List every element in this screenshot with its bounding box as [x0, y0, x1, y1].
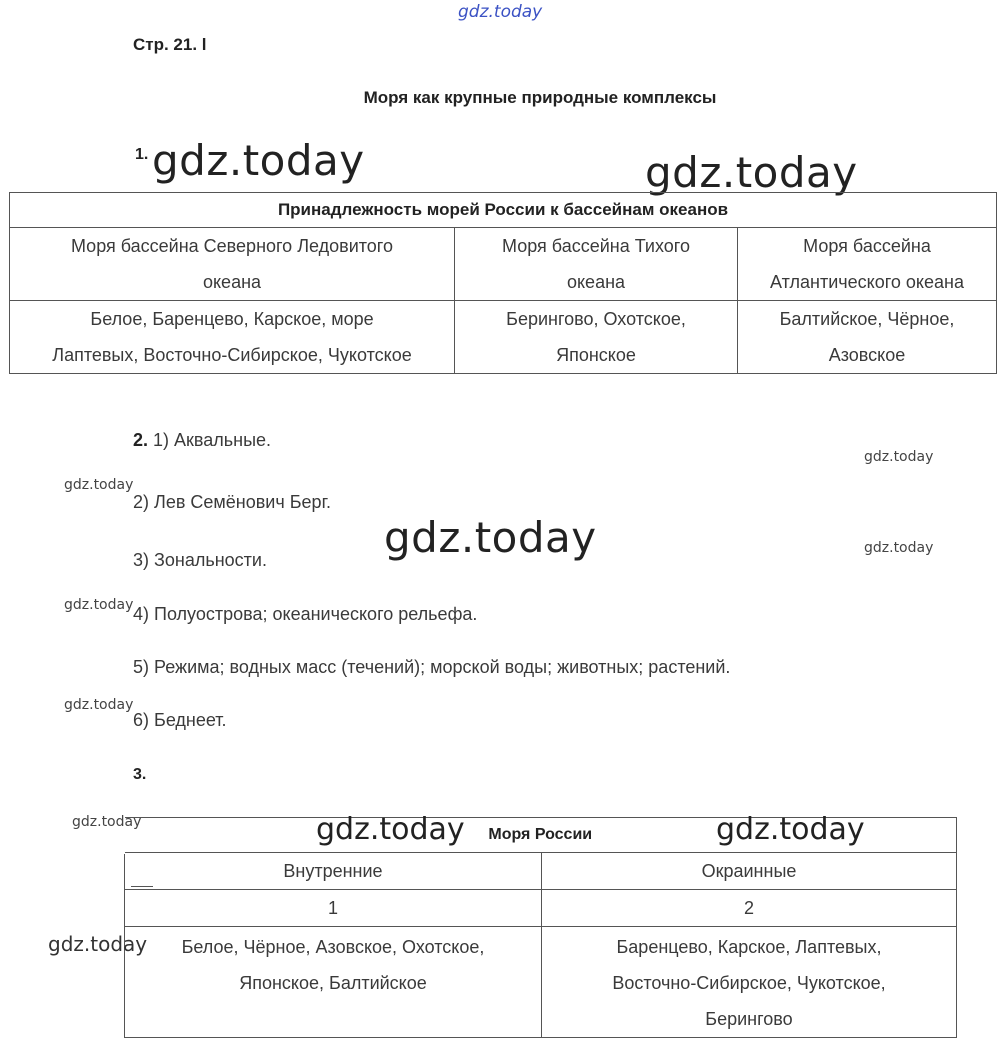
cell-pacific-seas — [455, 301, 738, 374]
seas-of-russia-table — [124, 817, 957, 1038]
header-atlantic — [738, 228, 997, 301]
watermark: gdz.today — [384, 513, 597, 562]
cell-line: Лаптевых, Восточно-Сибирское, Чукотское — [52, 345, 412, 365]
cell-arctic-seas — [10, 301, 455, 374]
task2-answer-6: 6) Беднеет. — [133, 710, 227, 730]
ocean-basin-table-title: Принадлежность морей России к бассейнам океанов — [10, 193, 997, 228]
watermark: gdz.today — [64, 697, 134, 713]
cell-line: Берингово — [705, 1009, 793, 1029]
cell-line: Берингово, Охотское, — [506, 309, 686, 329]
task2-number: 2. — [133, 430, 149, 450]
cell-line: Азовское — [828, 345, 906, 365]
table-stub-line — [131, 886, 153, 887]
watermark: gdz.today — [864, 449, 934, 465]
header-pacific — [455, 228, 738, 301]
task2-answer-4: 4) Полуострова; океанического рельефа. — [133, 604, 478, 624]
header-line: Атлантического океана — [770, 272, 964, 292]
watermark: gdz.today — [316, 812, 465, 847]
watermark: gdz.today — [152, 136, 365, 185]
cell-atlantic-seas — [738, 301, 997, 374]
watermark: gdz.today — [645, 148, 858, 197]
watermark: gdz.today — [716, 812, 865, 847]
watermark: gdz.today — [48, 932, 148, 956]
watermark: gdz.today — [64, 477, 134, 493]
watermark: gdz.today — [864, 540, 934, 556]
header-line: океана — [202, 272, 262, 292]
cell-line: Японское — [556, 345, 636, 365]
cell-line: Восточно-Сибирское, Чукотское, — [612, 973, 886, 993]
topic-title: Моря как крупные природные комплексы — [363, 88, 717, 107]
task3-number: 3. — [133, 766, 147, 783]
task2-answer-3: 3) Зональности. — [133, 550, 267, 570]
cell-line: Белое, Чёрное, Азовское, Охотское, — [181, 937, 485, 957]
answer-text: 1) Аквальные. — [153, 430, 272, 450]
watermark: gdz.today — [64, 597, 134, 613]
cell-line: Японское, Балтийское — [239, 973, 427, 993]
header-line: Моря бассейна Тихого — [502, 236, 690, 256]
ocean-basin-table — [9, 192, 997, 374]
watermark-top: gdz.today — [458, 2, 543, 22]
task2-answer-2: 2) Лев Семёнович Берг. — [133, 492, 331, 512]
header-arctic — [10, 228, 455, 301]
cell-line: Балтийское, Чёрное, — [779, 309, 955, 329]
cell-line: Баренцево, Карское, Лаптевых, — [616, 937, 882, 957]
watermark: gdz.today — [72, 814, 142, 830]
header-line: океана — [566, 272, 626, 292]
cell-line: Белое, Баренцево, Карское, море — [90, 309, 374, 329]
task2-answer-1 — [133, 430, 271, 451]
page-number: Стр. 21. l — [133, 35, 207, 54]
column-number-1: 1 — [125, 890, 542, 927]
header-line: Моря бассейна Северного Ледовитого — [70, 236, 393, 256]
cell-internal-seas — [125, 927, 542, 1038]
task2-answer-5: 5) Режима; водных масс (течений); морской воды; животных; растений. — [133, 657, 731, 677]
header-marginal: Окраинные — [542, 853, 957, 890]
column-number-2: 2 — [542, 890, 957, 927]
task1-number: 1. — [135, 146, 149, 163]
cell-marginal-seas — [542, 927, 957, 1038]
header-internal: Внутренние — [125, 853, 542, 890]
header-line: Моря бассейна — [803, 236, 931, 256]
seas-table-title: Моря России — [125, 818, 957, 853]
